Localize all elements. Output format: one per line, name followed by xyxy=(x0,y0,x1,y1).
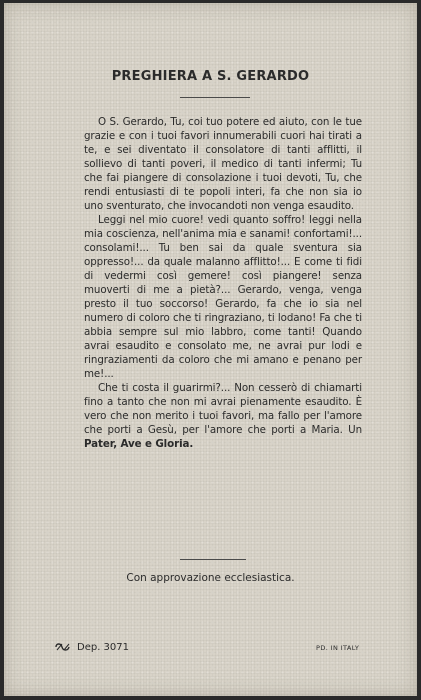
deposit-text: Dep. 3071 xyxy=(77,641,130,653)
prayer-title: PREGHIERA A S. GERARDO xyxy=(111,69,310,84)
prayer-closing-bold: Pater, Ave e Gloria. xyxy=(84,438,194,450)
prayer-body xyxy=(84,115,362,451)
prayer-paragraph-2: Leggi nel mio cuore! vedi quanto soffro! leggi nella mia coscienza, nell'anima mia e sanami! confortami!... consolami!... Tu ben sai da quale sventura sia oppresso!... da quale malanno afflitto!... E come ti fidi di vedermi così gemere! così piangere! senza muoverti di me a pietà?... Gerardo, venga, venga presto il tuo soccorso! Gerardo, fa che io sia nel numero di coloro che ti ringraziano, ti lodano! Fa che ti abbia sempre sul mio labbro, come tanti! Quando avrai esaudito e consolato me, ne avrai pur lodi e ringraziamenti da coloro che mi amano e penano per me!... xyxy=(84,214,362,380)
publisher-logo-icon xyxy=(54,641,72,653)
ecclesiastical-approval: Con approvazione ecclesiastica. xyxy=(126,572,295,584)
prayer-paragraph-1: O S. Gerardo, Tu, coi tuo potere ed aiuto, con le tue grazie e con i tuoi favori innumerabili cuori hai tirati a te, e sei diventato il consolatore di tanti afflitti, il sollievo di tanti poveri, il medico di tanti infermi; Tu che fai piangere di consolazione i tuoi devoti, Tu, che rendi entusiasti di te popoli interi, fa che non sia io uno sventurato, che invocandoti non venga esaudito. xyxy=(84,116,362,212)
deposit-number xyxy=(54,641,129,653)
approval-divider xyxy=(180,559,246,560)
print-origin: PD. IN ITALY xyxy=(316,644,360,652)
prayer-card xyxy=(4,3,417,696)
title-divider xyxy=(180,97,250,98)
prayer-paragraph-3-text: Che ti costa il guarirmi?... Non cesserò di chiamarti fino a tanto che non mi avrai pienamente esaudito. È vero che non merito i tuoi favori, ma fallo per l'amore che porti a Gesù, per l'amore che porti a Maria. Un xyxy=(84,382,362,436)
prayer-paragraph-3 xyxy=(84,381,362,451)
